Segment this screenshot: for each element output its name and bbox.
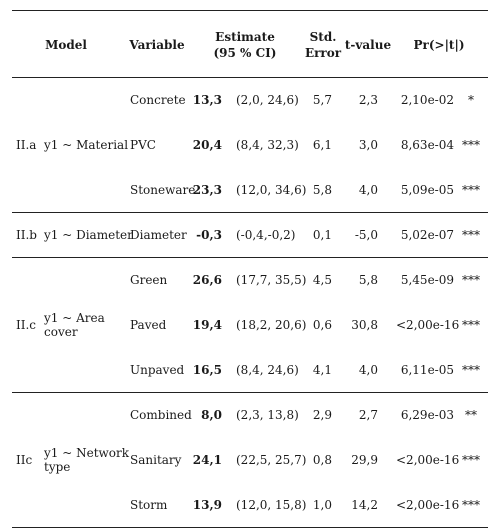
stderr-cell: 4,5	[312, 273, 332, 287]
stderr-cell: 6,1	[312, 138, 332, 152]
significance-cell: ***	[462, 318, 480, 332]
table-rule	[12, 392, 488, 393]
header-stderr-2: Error	[304, 46, 342, 60]
pvalue-cell: <2,00e-16	[396, 453, 460, 467]
estimate-cell: 13,9	[192, 498, 222, 512]
header-model: Model	[45, 38, 87, 52]
header-estimate-ci: (95 % CI)	[213, 46, 277, 60]
tvalue-cell: -5,0	[354, 228, 378, 242]
significance-cell: ***	[462, 228, 480, 242]
model-formula-cell: y1 ~ Material	[44, 138, 129, 152]
variable-cell: Sanitary	[130, 453, 182, 467]
table-rule	[12, 527, 488, 528]
significance-cell: ***	[462, 498, 480, 512]
tvalue-cell: 4,0	[358, 183, 378, 197]
stderr-cell: 5,8	[312, 183, 332, 197]
variable-cell: Concrete	[130, 93, 186, 107]
variable-cell: Unpaved	[130, 363, 185, 377]
model-id-cell: II.c	[16, 318, 37, 332]
pvalue-cell: <2,00e-16	[396, 498, 460, 512]
pvalue-cell: <2,00e-16	[396, 318, 460, 332]
stderr-cell: 1,0	[312, 498, 332, 512]
ci-cell: (2,3, 13,8)	[236, 408, 299, 422]
header-estimate: Estimate	[215, 30, 275, 44]
variable-cell: Stoneware	[130, 183, 196, 197]
header-tvalue: t-value	[344, 38, 392, 52]
stderr-cell: 5,7	[312, 93, 332, 107]
variable-cell: Green	[130, 273, 168, 287]
significance-cell: ***	[462, 183, 480, 197]
stderr-cell: 0,6	[312, 318, 332, 332]
significance-cell: *	[468, 93, 474, 107]
variable-cell: Diameter	[130, 228, 187, 242]
significance-cell: ***	[462, 363, 480, 377]
model-formula-cell: y1 ~ Network	[44, 446, 130, 460]
model-formula-cell: cover	[44, 325, 78, 339]
pvalue-cell: 5,02e-07	[400, 228, 454, 242]
tvalue-cell: 30,8	[351, 318, 378, 332]
pvalue-cell: 8,63e-04	[400, 138, 454, 152]
estimate-cell: 16,5	[192, 363, 222, 377]
estimate-cell: 26,6	[192, 273, 222, 287]
variable-cell: PVC	[130, 138, 156, 152]
table-rule	[12, 77, 488, 78]
estimate-cell: 20,4	[192, 138, 222, 152]
stderr-cell: 0,1	[312, 228, 332, 242]
estimate-cell: 8,0	[201, 408, 222, 422]
ci-cell: (17,7, 35,5)	[236, 273, 307, 287]
pvalue-cell: 5,45e-09	[400, 273, 454, 287]
header-pr: Pr(>|t|)	[413, 38, 465, 52]
variable-cell: Combined	[130, 408, 192, 422]
estimate-cell: -0,3	[196, 228, 222, 242]
tvalue-cell: 4,0	[358, 363, 378, 377]
tvalue-cell: 14,2	[351, 498, 378, 512]
significance-cell: **	[465, 408, 477, 422]
ci-cell: (12,0, 34,6)	[236, 183, 307, 197]
stderr-cell: 4,1	[312, 363, 332, 377]
header-variable: Variable	[129, 38, 185, 52]
tvalue-cell: 2,3	[358, 93, 378, 107]
model-formula-cell: y1 ~ Diameter	[44, 228, 133, 242]
ci-cell: (12,0, 15,8)	[236, 498, 307, 512]
stderr-cell: 2,9	[312, 408, 332, 422]
significance-cell: ***	[462, 138, 480, 152]
model-id-cell: II.b	[16, 228, 37, 242]
model-id-cell: II.a	[16, 138, 37, 152]
tvalue-cell: 5,8	[358, 273, 378, 287]
significance-cell: ***	[462, 273, 480, 287]
ci-cell: (2,0, 24,6)	[236, 93, 299, 107]
variable-cell: Storm	[130, 498, 168, 512]
estimate-cell: 23,3	[192, 183, 222, 197]
tvalue-cell: 2,7	[358, 408, 378, 422]
significance-cell: ***	[462, 453, 480, 467]
ci-cell: (8,4, 24,6)	[236, 363, 299, 377]
pvalue-cell: 6,11e-05	[400, 363, 454, 377]
ci-cell: (8,4, 32,3)	[236, 138, 299, 152]
tvalue-cell: 29,9	[351, 453, 378, 467]
estimate-cell: 24,1	[192, 453, 222, 467]
estimate-cell: 19,4	[192, 318, 222, 332]
model-id-cell: IIc	[16, 453, 33, 467]
model-formula-cell: type	[44, 460, 71, 474]
tvalue-cell: 3,0	[358, 138, 378, 152]
model-formula-cell: y1 ~ Area	[44, 311, 105, 325]
ci-cell: (18,2, 20,6)	[236, 318, 307, 332]
pvalue-cell: 2,10e-02	[400, 93, 454, 107]
stderr-cell: 0,8	[312, 453, 332, 467]
estimate-cell: 13,3	[192, 93, 222, 107]
table-rule	[12, 10, 488, 11]
ci-cell: (22,5, 25,7)	[236, 453, 307, 467]
pvalue-cell: 6,29e-03	[400, 408, 454, 422]
table-rule	[12, 212, 488, 213]
table-rule	[12, 257, 488, 258]
header-stderr: Std.	[309, 30, 337, 44]
variable-cell: Paved	[130, 318, 167, 332]
pvalue-cell: 5,09e-05	[400, 183, 454, 197]
ci-cell: (-0,4,-0,2)	[236, 228, 296, 242]
